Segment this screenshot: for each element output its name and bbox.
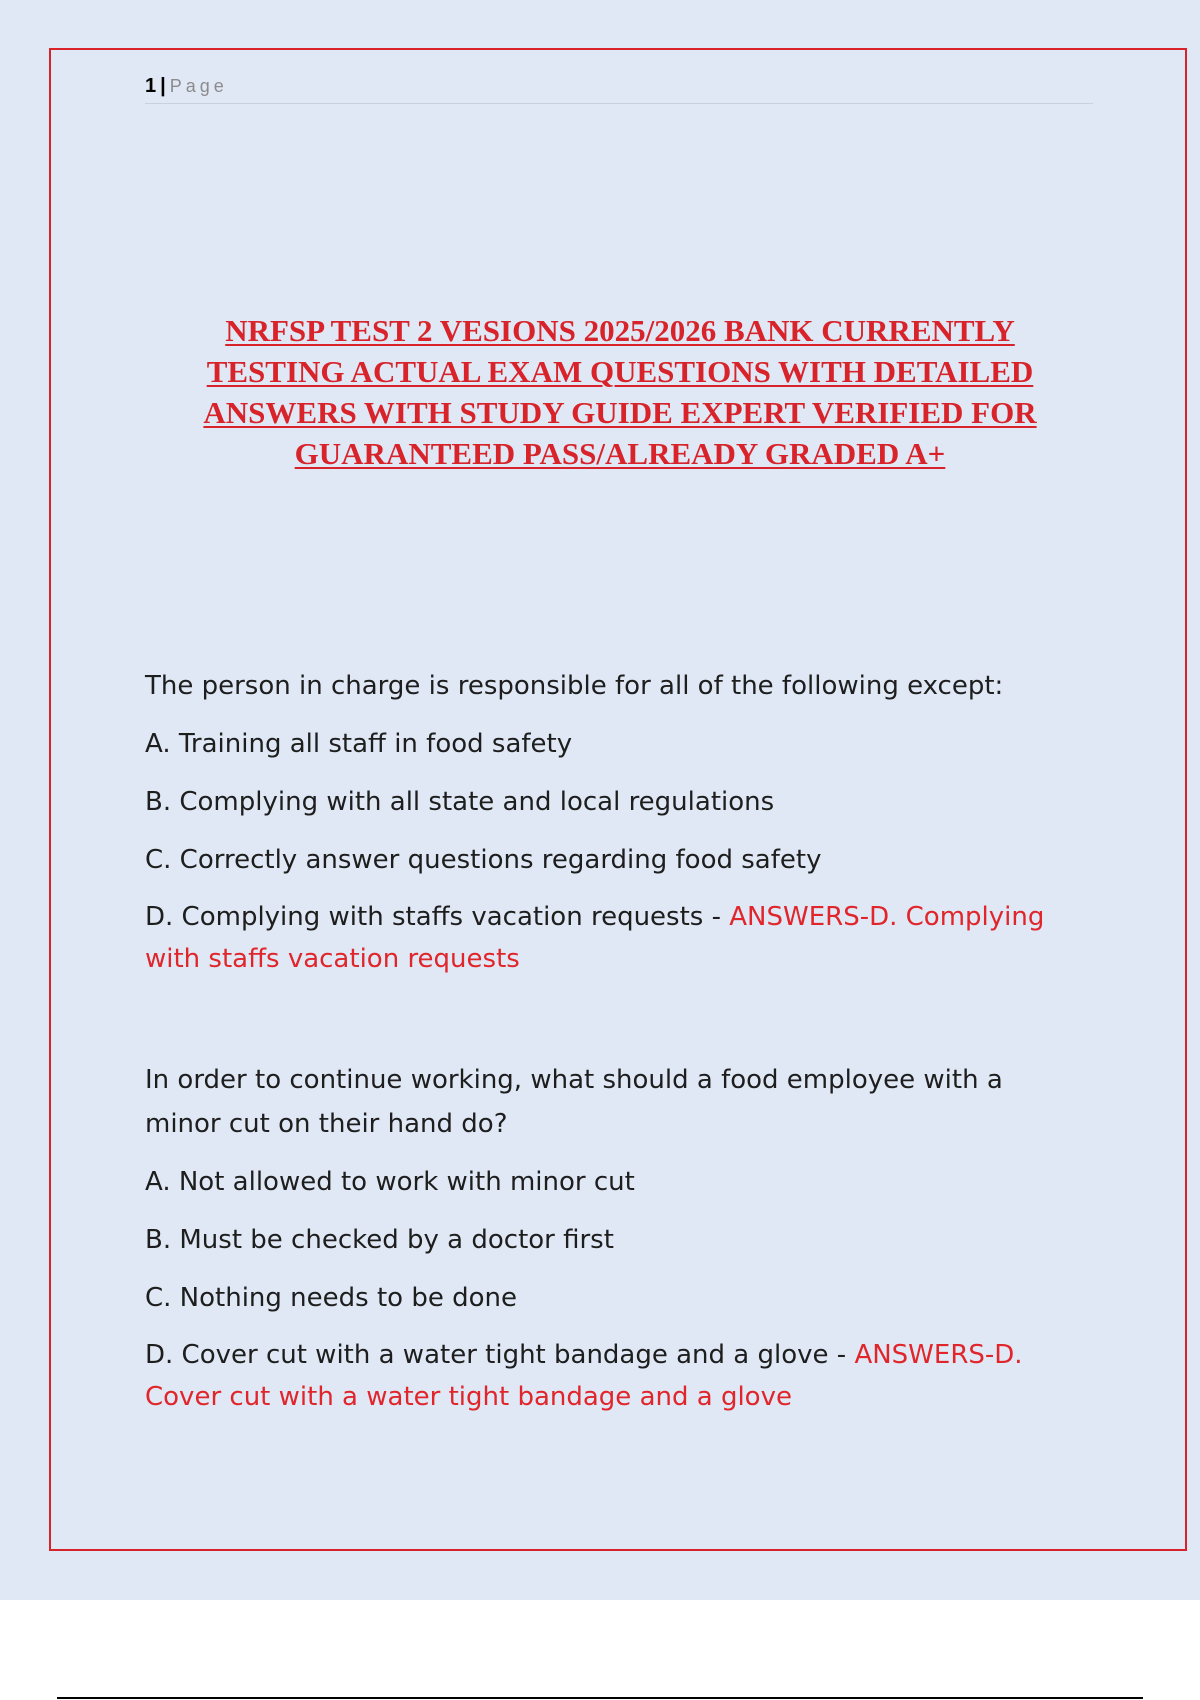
- bottom-divider: [57, 1697, 1143, 1699]
- option-a: A. Not allowed to work with minor cut: [145, 1167, 635, 1197]
- question-2: [145, 1058, 1065, 1432]
- answer-text: ANSWERS-D. Cover cut with a water tight bandage and a glove: [145, 1340, 1023, 1412]
- option-b: B. Must be checked by a doctor first: [145, 1225, 614, 1255]
- option-d-text: D. Cover cut with a water tight bandage and a glove -: [145, 1340, 855, 1370]
- option-a: A. Training all staff in food safety: [145, 729, 573, 759]
- page-separator: |: [160, 75, 166, 97]
- page-number: 1: [145, 75, 157, 97]
- option-b: B. Complying with all state and local regulations: [145, 787, 775, 817]
- option-c: C. Nothing needs to be done: [145, 1283, 517, 1313]
- answer-text: ANSWERS-D. Complying with staffs vacation requests: [145, 902, 1045, 974]
- document-title: NRFSP TEST 2 VESIONS 2025/2026 BANK CURRENTLY TESTING ACTUAL EXAM QUESTIONS WITH DETAILED ANSWERS WITH STUDY GUIDE EXPERT VERIFIED FOR GUARANTEED PASS/ALREADY GRADED A+: [203, 313, 1037, 471]
- option-d-text: D. Complying with staffs vacation requests -: [145, 902, 730, 932]
- option-c: C. Correctly answer questions regarding food safety: [145, 845, 822, 875]
- page-label: Page: [169, 76, 228, 96]
- page-header: [145, 73, 1093, 104]
- question-text: The person in charge is responsible for all of the following except:: [145, 671, 1004, 701]
- option-d: [145, 1334, 1065, 1418]
- question-1: [145, 664, 1065, 994]
- option-d: [145, 896, 1065, 980]
- question-text: In order to continue working, what should a food employee with a minor cut on their hand do?: [145, 1065, 1003, 1139]
